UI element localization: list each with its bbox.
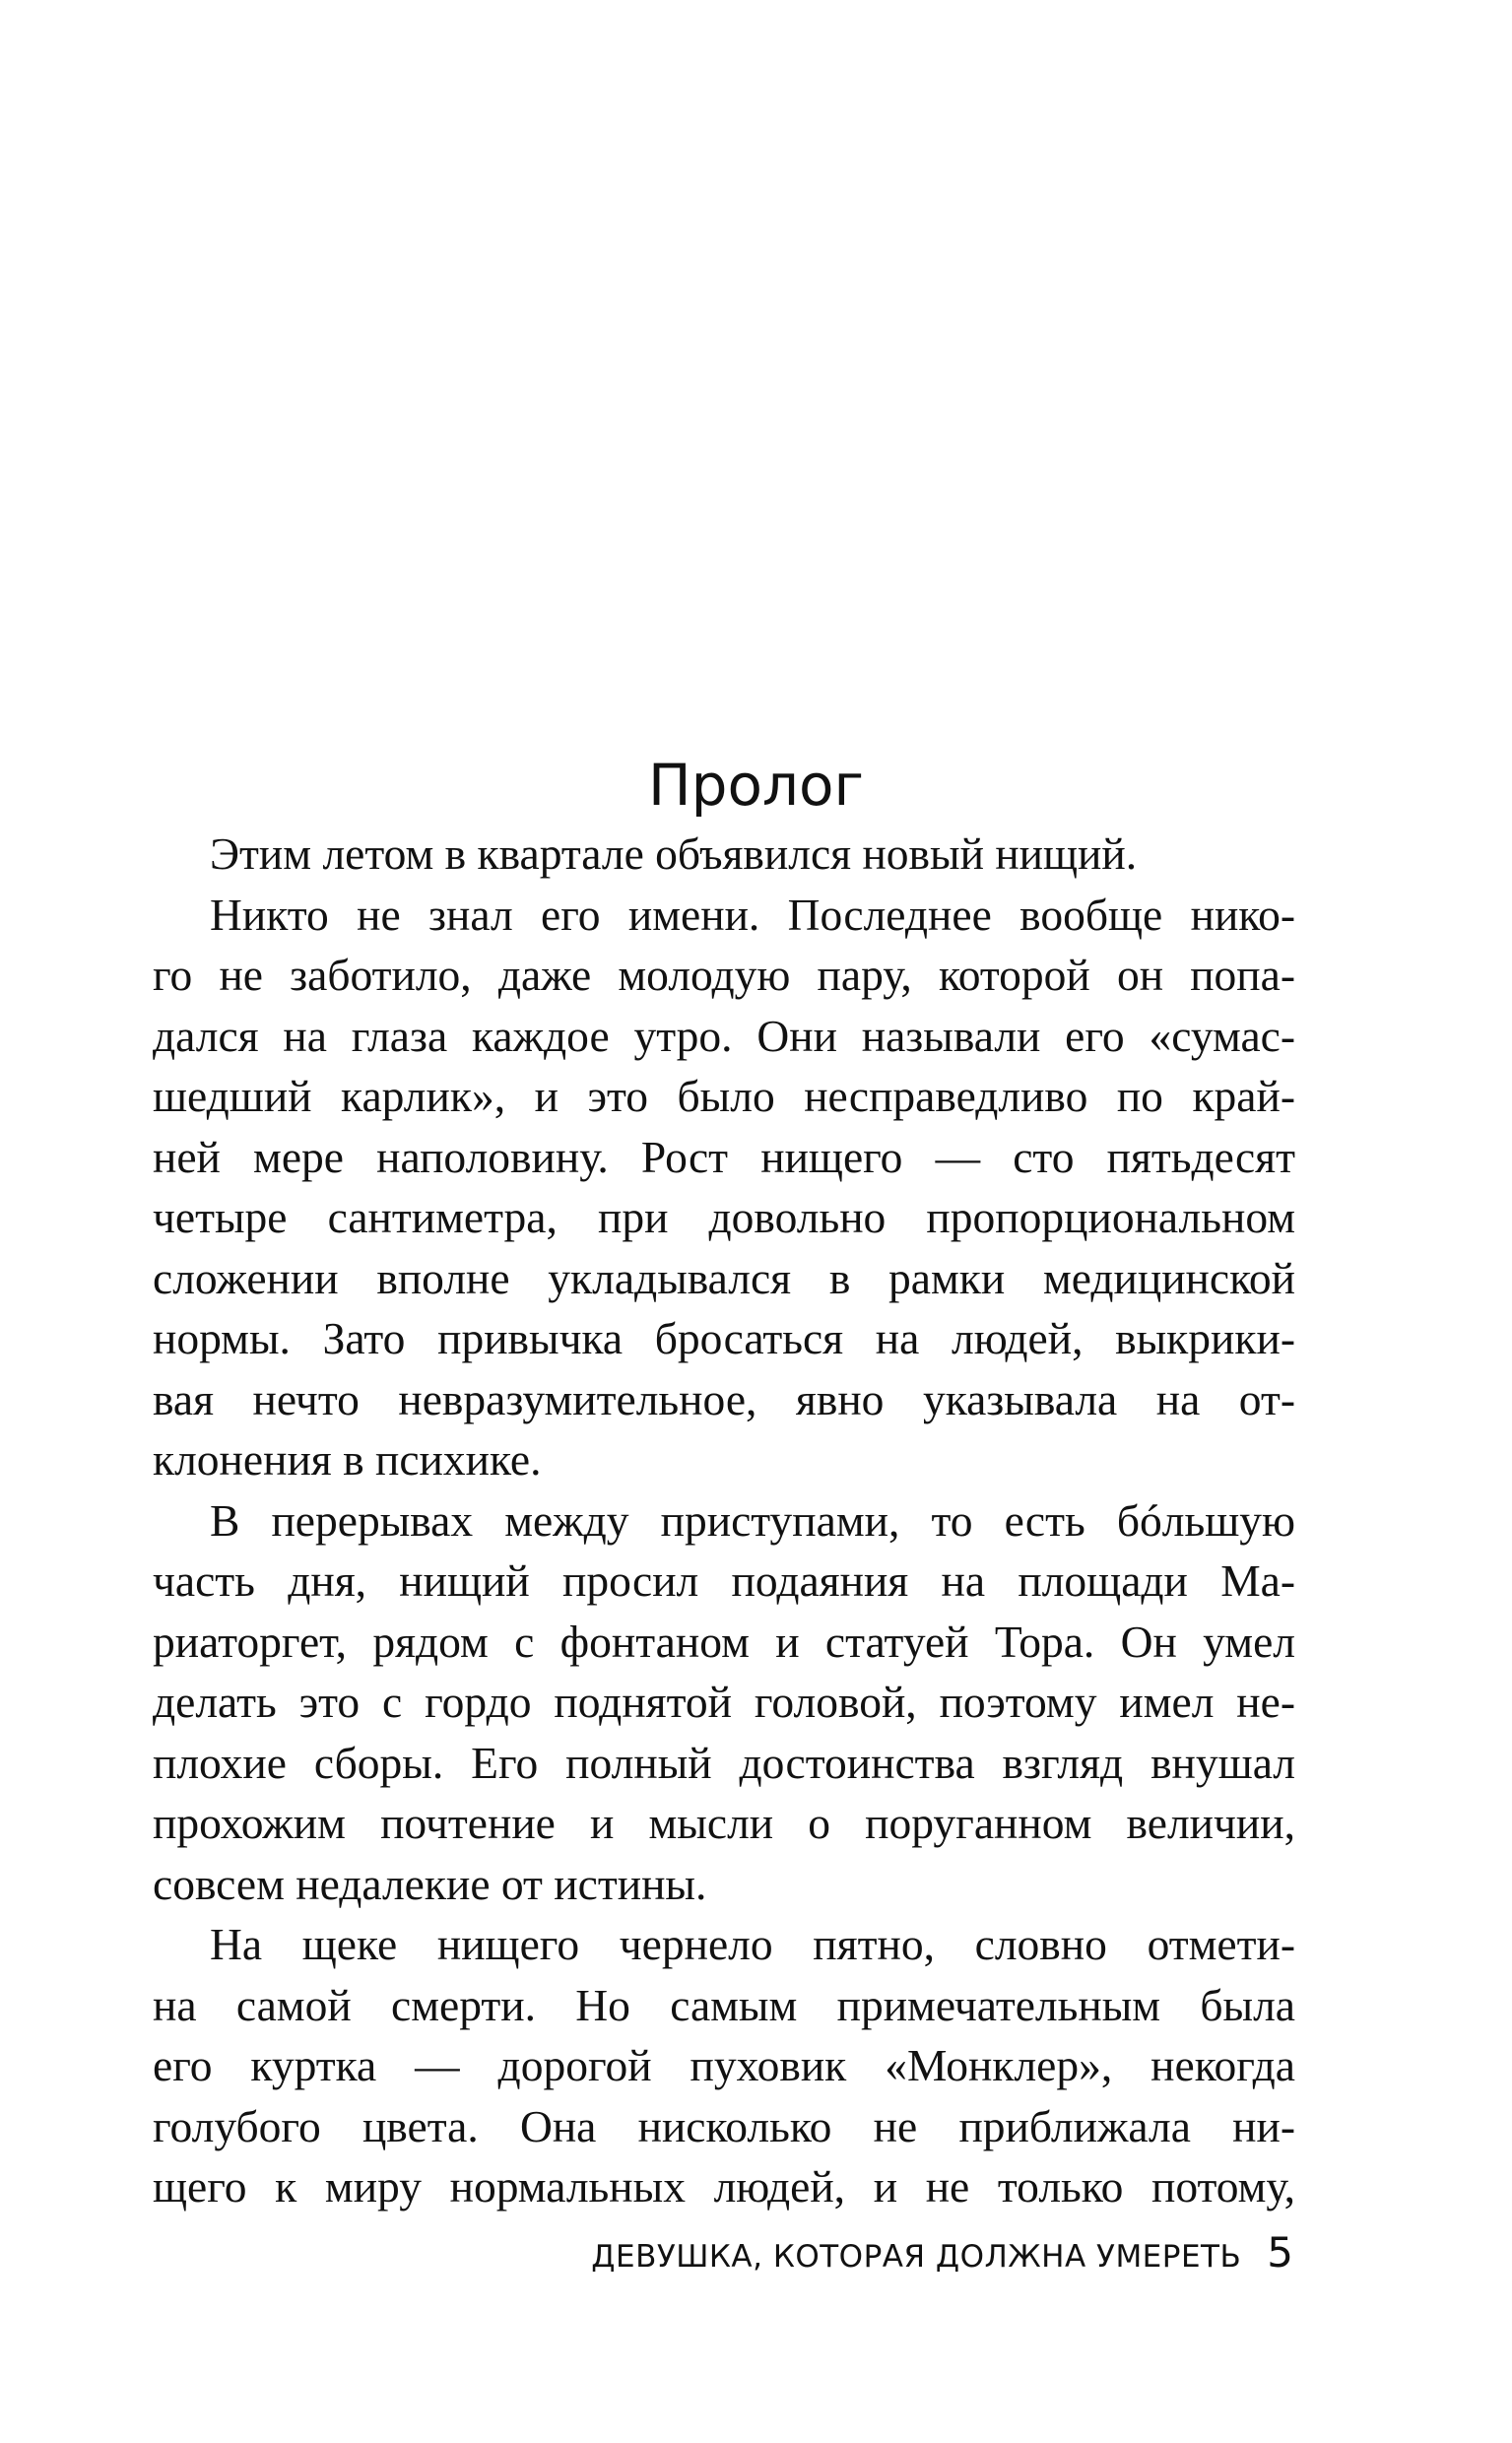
paragraph-4 [153, 1914, 1295, 2217]
chapter-title: Пролог [648, 751, 864, 819]
text-line: совсем недалекие от истины. [153, 1858, 707, 1909]
text-line: прохожим почтение и мысли о поруганном величии, [153, 1798, 1295, 1848]
text-line: голубого цвета. Она нисколько не приближала ни- [153, 2100, 1295, 2151]
text-line: ней мере наполовину. Рост нищего — сто пятьдесят [153, 1131, 1295, 1182]
text-line: вая нечто невразумительное, явно указывала на от- [153, 1373, 1295, 1424]
text-line: на самой смерти. Но самым примечательным была [153, 1979, 1295, 2030]
text-line: На щеке нищего чернело пятно, словно отмети- [210, 1919, 1295, 1969]
text-line: его куртка — дорогой пуховик «Монклер», некогда [153, 2040, 1295, 2090]
text-line: Никто не знал его имени. Последнее вообще нико- [210, 889, 1295, 940]
running-title: ДЕВУШКА, КОТОРАЯ ДОЛЖНА УМЕРЕТЬ [591, 2239, 1242, 2275]
text-line: Этим летом в квартале объявился новый нищий. [210, 828, 1138, 879]
text-line: шедший карлик», и это было несправедливо по край- [153, 1071, 1295, 1121]
text-line: щего к миру нормальных людей, и не только потому, [153, 2161, 1295, 2212]
body-text [153, 824, 1295, 2217]
text-line: дался на глаза каждое утро. Они называли его «сумас- [153, 1010, 1295, 1061]
text-line: часть дня, нищий просил подаяния на площади Ма- [153, 1555, 1295, 1606]
text-line: нормы. Зато привычка бросаться на людей, выкрики- [153, 1313, 1295, 1363]
text-line: делать это с гордо поднятой головой, поэтому имел не- [153, 1677, 1295, 1727]
paragraph-2 [153, 885, 1295, 1490]
text-line: В перерывах между приступами, то есть бóльшую [210, 1494, 1295, 1546]
page-footer [591, 2228, 1293, 2277]
text-line: риаторгет, рядом с фонтаном и статуей Тора. Он умел [153, 1616, 1295, 1667]
text-line: плохие сборы. Его полный достоинства взгляд внушал [153, 1737, 1295, 1788]
page-number: 5 [1267, 2228, 1293, 2277]
paragraph-1 [153, 824, 1295, 885]
text-line: го не заботило, даже молодую пару, которой он попа- [153, 950, 1295, 1000]
text-line: клонения в психике. [153, 1434, 542, 1485]
text-line: сложении вполне укладывался в рамки медицинской [153, 1252, 1295, 1303]
text-line: четыре сантиметра, при довольно пропорциональном [153, 1192, 1295, 1242]
paragraph-3 [153, 1490, 1295, 1915]
